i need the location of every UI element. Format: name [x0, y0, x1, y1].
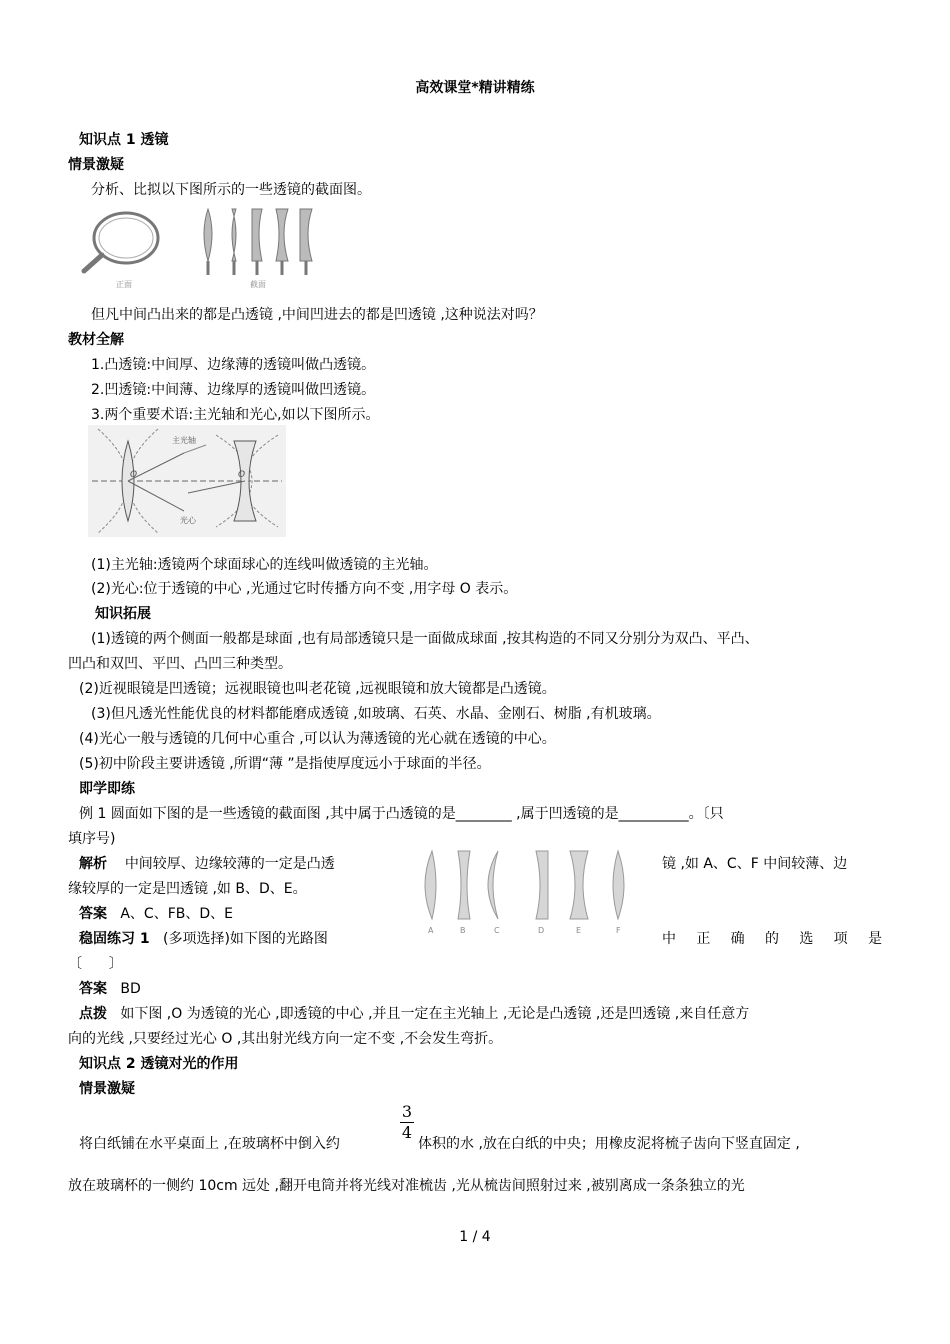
definition-terms: 3.两个重要术语:主光轴和光心,如以下图所示。	[91, 407, 380, 423]
fraction-numerator: 3	[401, 1102, 413, 1121]
lens-meniscus	[232, 209, 236, 261]
answer-label: 答案	[79, 906, 107, 922]
fig1-caption-section: 截面	[250, 280, 266, 289]
tip-line-2: 向的光线 ,只要经过光心 O ,其出射光线方向一定不变 ,不会发生弯折。	[68, 1031, 503, 1047]
practice-label: 稳固练习 1	[79, 931, 150, 947]
tip-line-1	[79, 1004, 749, 1024]
definition-convex: 1.凸透镜:中间厚、边缘薄的透镜叫做凸透镜。	[91, 357, 376, 373]
example-1: 例 1 圆面如下图的是一些透镜的截面图 ,其中属于凸透镜的是________ ,属于凹透镜的是__________。〔只	[79, 806, 724, 822]
extension-5: (5)初中阶段主要讲透镜 ,所谓“薄 ”是指使厚度远小于球面的半径。	[79, 756, 491, 772]
analysis-line-1	[79, 854, 335, 874]
practice-1	[79, 929, 328, 949]
answer-2	[79, 979, 141, 999]
answer-label-2: 答案	[79, 981, 107, 997]
tip-text-1: 如下图 ,O 为透镜的光心 ,即透镜的中心 ,并且一定在主光轴上 ,无论是凸透镜 ,还是凹透镜 ,来自任意方	[120, 1006, 750, 1022]
magnifier-icon	[84, 213, 158, 271]
lens-label-a: A	[428, 926, 434, 935]
experiment-text-a: 将白纸铺在水平桌面上 ,在玻璃杯中倒入约	[79, 1136, 340, 1152]
label-o-right: O	[238, 470, 246, 480]
lens-d	[536, 851, 548, 919]
fig1-caption-front: 正面	[116, 280, 132, 289]
extension-1-cont: 凹凸和双凹、平凹、凸凹三种类型。	[68, 656, 292, 672]
example-1-cont: 填序号)	[68, 831, 116, 847]
subheading-extension: 知识拓展	[95, 606, 151, 622]
experiment-text-b: 体积的水 ,放在白纸的中央；用橡皮泥将梳子齿向下竖直固定 ,	[418, 1136, 800, 1152]
analysis-text-b: 镜 ,如 A、C、F 中间较薄、边	[662, 856, 848, 872]
subheading-practice: 即学即练	[79, 781, 135, 797]
lens-biconvex	[204, 209, 212, 261]
optical-axis-figure	[88, 425, 286, 537]
question-text: 但凡中间凸出来的都是凸透镜 ,中间凹进去的都是凹透镜 ,这种说法对吗？	[91, 307, 543, 323]
answer-2-text: BD	[120, 981, 141, 997]
fraction-denominator: 4	[401, 1123, 413, 1142]
lens-cross-section-figure	[80, 203, 320, 293]
lens-label-d: D	[538, 926, 545, 935]
lens-options-figure	[418, 845, 638, 937]
tip-label: 点拨	[79, 1006, 107, 1022]
label-principal-axis: 主光轴	[172, 436, 196, 445]
term-optical-center: (2)光心:位于透镜的中心 ,光通过它时传播方向不变 ,用字母 O 表示。	[91, 581, 518, 597]
analysis-line-2: 缘较厚的一定是凹透镜 ,如 B、D、E。	[68, 881, 307, 897]
extension-1: (1)透镜的两个侧面一般都是球面 ,也有局部透镜只是一面做成球面 ,按其构造的不同又分别分为双凸、平凸、	[91, 631, 759, 647]
page-number: 1 / 4	[459, 1229, 491, 1245]
subheading-scenario-2: 情景激疑	[79, 1081, 135, 1097]
section-heading-1: 知识点 1 透镜	[79, 132, 169, 148]
extension-3: (3)但凡透光性能优良的材料都能磨成透镜 ,如玻璃、石英、水晶、金刚石、树脂 ,有机玻璃。	[91, 706, 661, 722]
term-principal-axis: (1)主光轴:透镜两个球面球心的连线叫做透镜的主光轴。	[91, 557, 438, 573]
lens-label-f: F	[616, 926, 621, 935]
extension-4: (4)光心一般与透镜的几何中心重合 ,可以认为薄透镜的光心就在透镜的中心。	[79, 731, 556, 747]
practice-text: (多项选择)如下图的光路图	[162, 931, 328, 947]
page-title: 高效课堂*精讲精练	[415, 80, 535, 96]
label-optical-center: 光心	[180, 516, 196, 525]
lens-label-c: C	[494, 926, 500, 935]
analysis-label: 解析	[79, 856, 107, 872]
lens-label-e: E	[576, 926, 582, 935]
practice-paren: 〔 〕	[68, 956, 123, 972]
lens-biconcave	[276, 209, 288, 261]
analysis-text-a: 中间较厚、边缘较薄的一定是凸透	[124, 856, 335, 872]
subheading-scenario: 情景激疑	[68, 157, 124, 173]
intro-text: 分析、比拟以下图所示的一些透镜的截面图。	[91, 182, 371, 198]
lens-a	[425, 851, 436, 919]
lens-c	[488, 851, 498, 919]
practice-tail: 中 正 确 的 选 项 是	[662, 931, 882, 947]
lens-planoconcave	[300, 209, 312, 261]
fraction-three-quarters	[400, 1103, 414, 1142]
experiment-text-line-2: 放在玻璃杯的一侧约 10cm 远处 ,翻开电筒并将光线对准梳齿 ,光从梳齿间照射过来 ,被别离成一条条独立的光	[68, 1178, 745, 1194]
subheading-textbook: 教材全解	[68, 332, 124, 348]
lens-plano	[252, 209, 262, 261]
lens-e	[570, 851, 588, 919]
definition-concave: 2.凹透镜:中间薄、边缘厚的透镜叫做凹透镜。	[91, 382, 376, 398]
lens-label-b: B	[460, 926, 466, 935]
lens-f	[613, 851, 624, 919]
label-o-left: O	[130, 470, 138, 480]
extension-2: (2)近视眼镜是凹透镜；远视眼镜也叫老花镜 ,远视眼镜和放大镜都是凸透镜。	[79, 681, 556, 697]
lens-b	[458, 851, 470, 919]
answer-1-text: A、C、FB、D、E	[120, 906, 233, 922]
answer-1	[79, 904, 233, 924]
section-heading-2: 知识点 2 透镜对光的作用	[79, 1056, 239, 1072]
